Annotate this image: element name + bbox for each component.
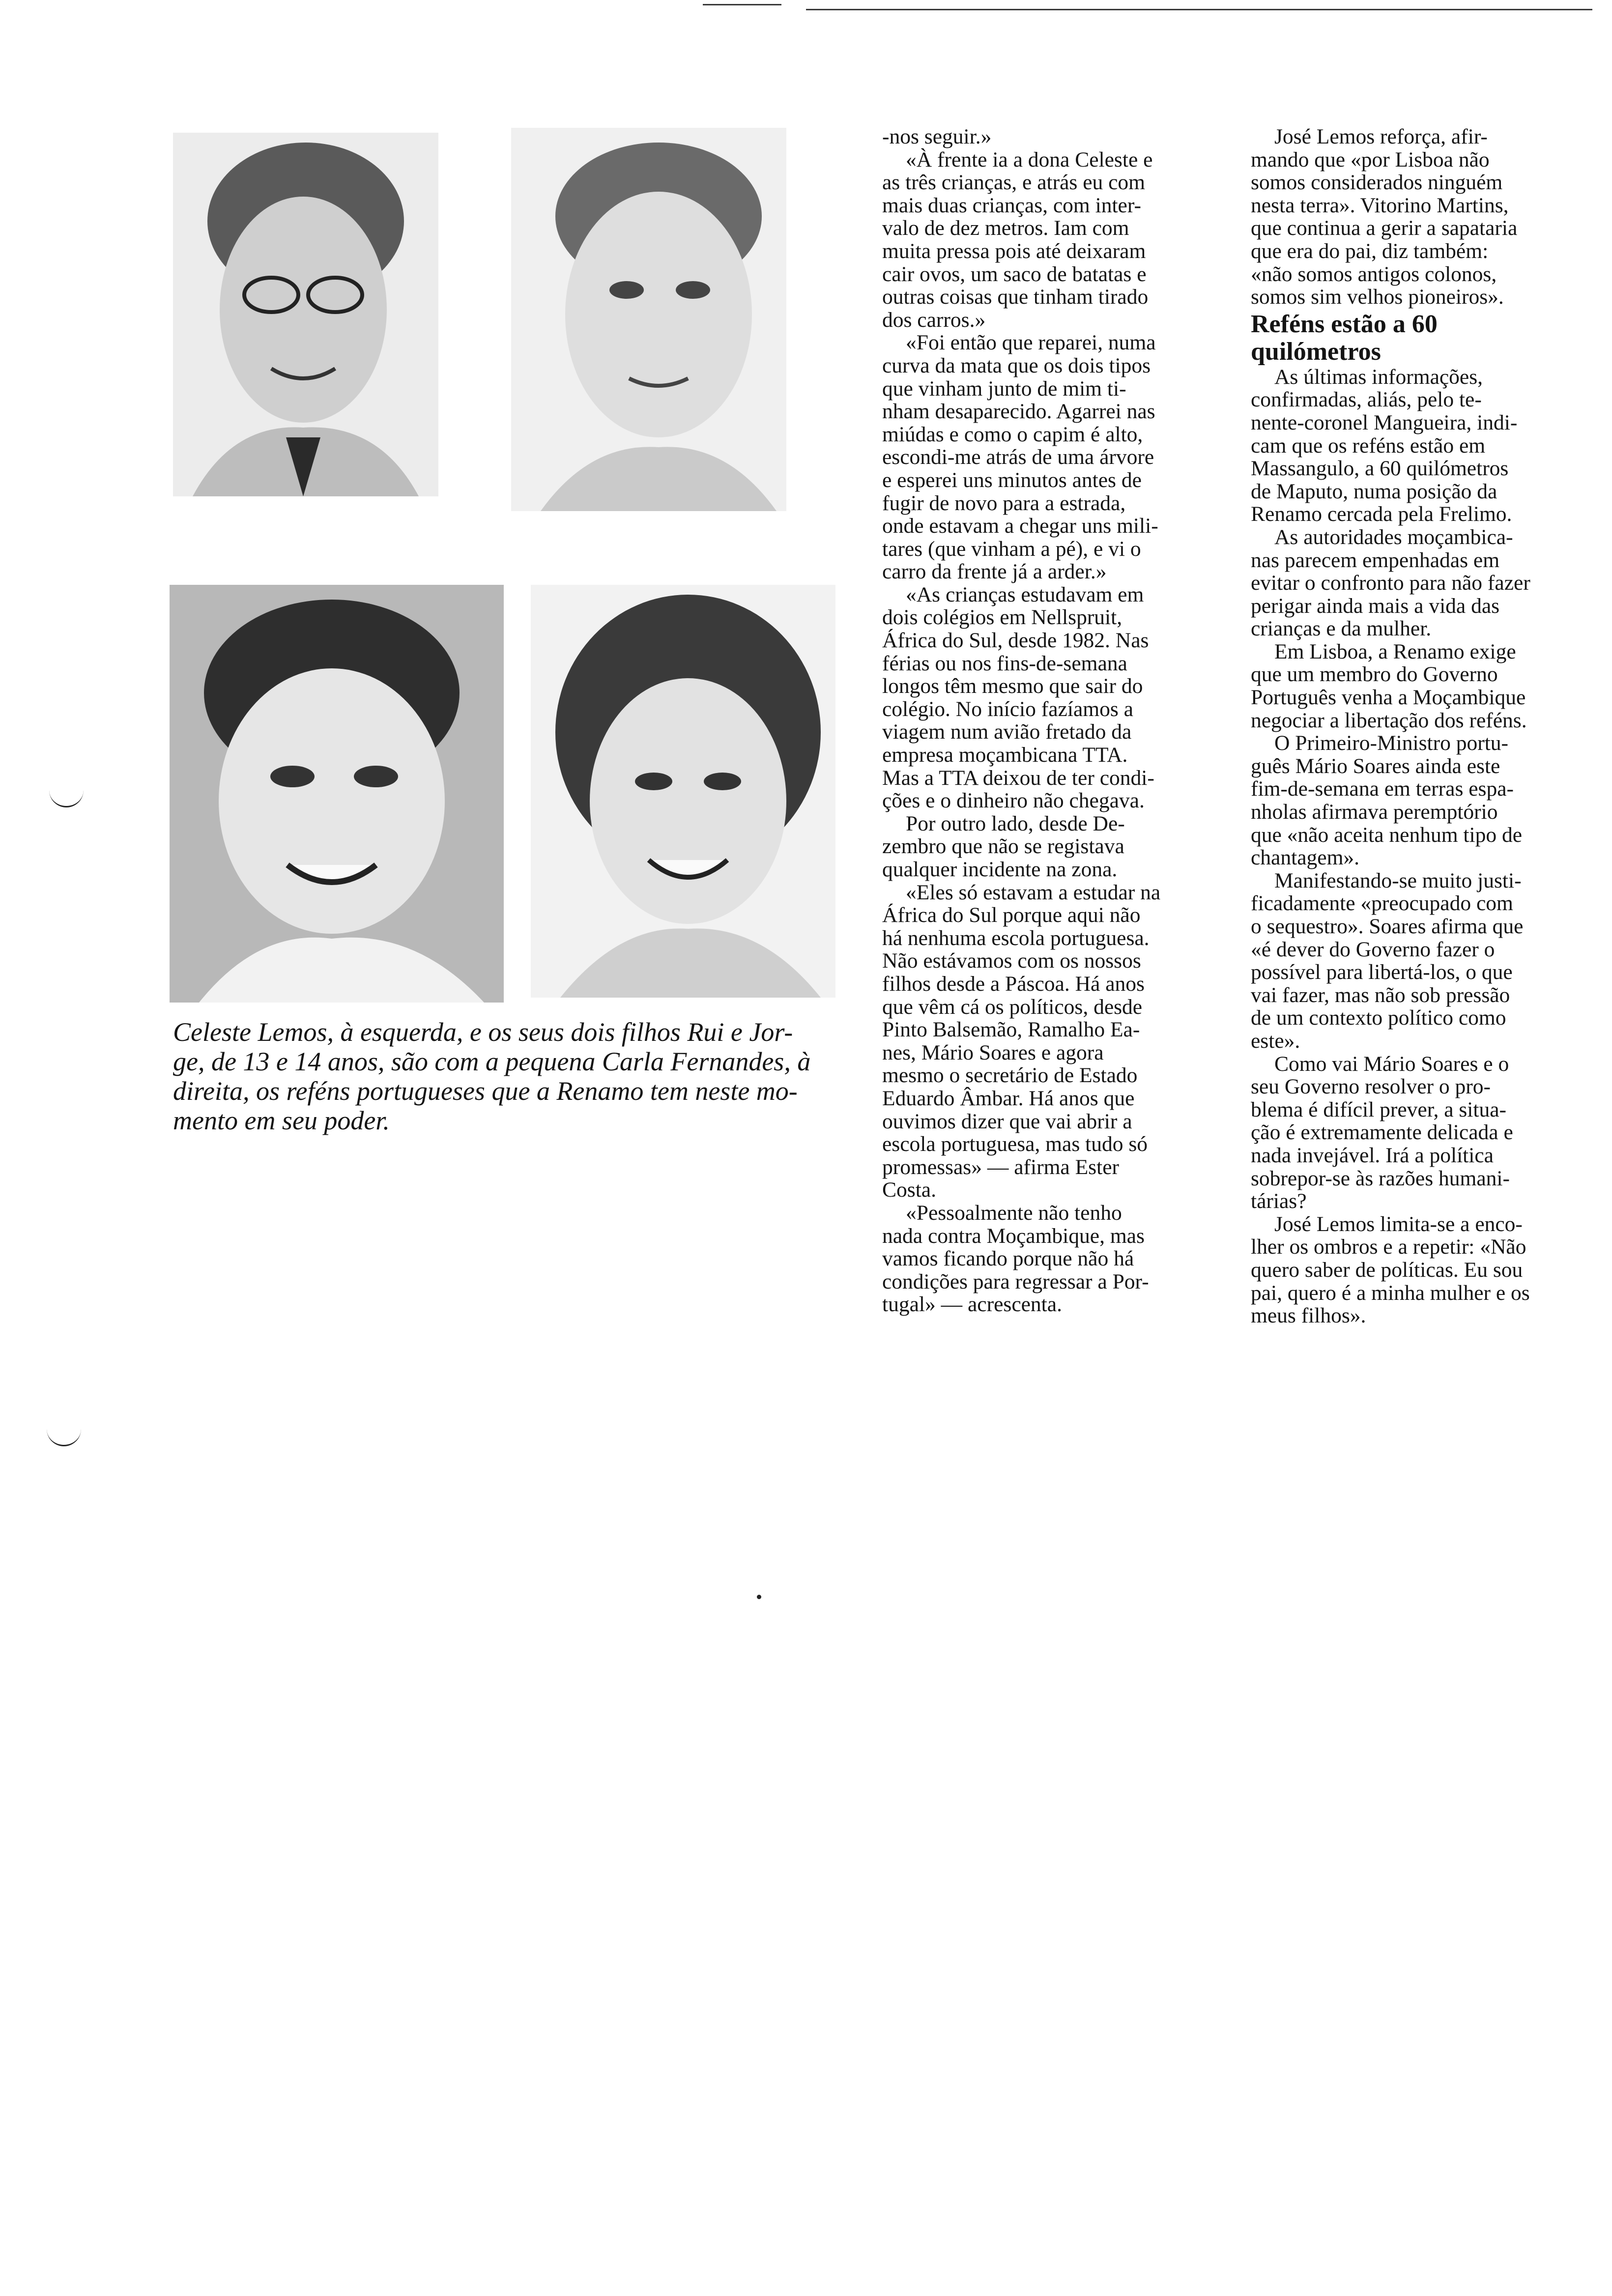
paragraph bbox=[882, 125, 1236, 148]
text-line: longos têm mesmo que sair do bbox=[882, 674, 1143, 698]
text-line: vamos ficando porque não há bbox=[882, 1247, 1134, 1271]
text-line: dos carros.» bbox=[882, 308, 986, 332]
text-line: ção é extremamente delicada e bbox=[1251, 1120, 1513, 1145]
text-line: Reféns estão a 60 bbox=[1251, 310, 1438, 338]
text-line: pai, quero é a minha mulher e os bbox=[1251, 1281, 1530, 1305]
text-line: somos considerados ninguém bbox=[1251, 171, 1503, 195]
paragraph bbox=[1251, 1053, 1575, 1213]
text-line: ouvimos dizer que vai abrir a bbox=[882, 1109, 1132, 1133]
text-line: ções e o dinheiro não chegava. bbox=[882, 789, 1145, 813]
text-line: valo de dez metros. Iam com bbox=[882, 216, 1129, 240]
text-line: Por outro lado, desde De- bbox=[906, 811, 1125, 835]
article-column-1 bbox=[882, 125, 1236, 1316]
text-line: Pinto Balsemão, Ramalho Ea- bbox=[882, 1018, 1140, 1042]
text-line: Mas a TTA deixou de ter condi- bbox=[882, 766, 1154, 790]
text-line: Massangulo, a 60 quilómetros bbox=[1251, 457, 1509, 481]
text-line: possível para libertá-los, o que bbox=[1251, 960, 1513, 984]
text-line: curva da mata que os dois tipos bbox=[882, 353, 1151, 377]
text-line: carro da frente já a arder.» bbox=[882, 560, 1107, 584]
text-line: chantagem». bbox=[1251, 846, 1360, 870]
caption-line: Celeste Lemos, à esquerda, e os seus dois filhos Rui e Jor- bbox=[173, 1017, 793, 1047]
text-line: somos sim velhos pioneiros». bbox=[1251, 285, 1504, 309]
text-line: nas parecem empenhadas em bbox=[1251, 548, 1500, 572]
caption-line: mento em seu poder. bbox=[173, 1106, 390, 1135]
caption-line: direita, os reféns portugueses que a Renamo tem neste mo- bbox=[173, 1076, 798, 1106]
text-line: que continua a gerir a sapataria bbox=[1251, 216, 1518, 240]
portrait-girl bbox=[531, 585, 835, 998]
text-line: mando que «por Lisboa não bbox=[1251, 147, 1490, 172]
text-line: cam que os reféns estão em bbox=[1251, 433, 1486, 458]
text-line: que era do pai, diz também: bbox=[1251, 239, 1489, 263]
text-line: «não somos antigos colonos, bbox=[1251, 262, 1497, 286]
scan-mark bbox=[49, 786, 84, 807]
text-line: colégio. No início fazíamos a bbox=[882, 697, 1133, 721]
text-line: -nos seguir.» bbox=[882, 125, 992, 148]
paragraph bbox=[1251, 1213, 1575, 1327]
text-line: nesta terra». Vitorino Martins, bbox=[1251, 193, 1509, 217]
text-line: nente-coronel Mangueira, indi- bbox=[1251, 410, 1518, 434]
text-line: tárias? bbox=[1251, 1189, 1307, 1213]
scan-dot bbox=[757, 1595, 761, 1599]
text-line: muita pressa pois até deixaram bbox=[882, 239, 1146, 263]
text-line: zembro que não se registava bbox=[882, 834, 1124, 859]
caption-line: ge, de 13 e 14 anos, são com a pequena Carla Fernandes, à bbox=[173, 1047, 811, 1076]
paragraph bbox=[882, 148, 1236, 332]
text-line: empresa moçambicana TTA. bbox=[882, 743, 1128, 767]
text-line: meus filhos». bbox=[1251, 1304, 1366, 1328]
text-line: evitar o confronto para não fazer bbox=[1251, 571, 1530, 595]
paragraph bbox=[1251, 732, 1575, 869]
paragraph bbox=[882, 1202, 1236, 1316]
text-line: dois colégios em Nellspruit, bbox=[882, 605, 1123, 630]
photo-celeste-lemos bbox=[173, 133, 438, 496]
text-line: «é dever do Governo fazer o bbox=[1251, 937, 1495, 961]
text-line: Em Lisboa, a Renamo exige bbox=[1274, 639, 1516, 663]
top-rule-right bbox=[806, 9, 1592, 10]
paragraph bbox=[882, 812, 1236, 881]
text-line: lher os ombros e a repetir: «Não bbox=[1251, 1235, 1526, 1259]
article-column-2 bbox=[1251, 125, 1575, 1327]
text-line: viagem num avião fretado da bbox=[882, 720, 1132, 744]
text-line: de Maputo, numa posição da bbox=[1251, 479, 1497, 503]
text-line: crianças e da mulher. bbox=[1251, 617, 1432, 641]
text-line: férias ou nos fins-de-semana bbox=[882, 651, 1127, 675]
text-line: Renamo cercada pela Frelimo. bbox=[1251, 502, 1512, 526]
text-line: as três crianças, e atrás eu com bbox=[882, 171, 1146, 195]
text-line: Costa. bbox=[882, 1178, 936, 1202]
paragraph bbox=[882, 331, 1236, 583]
paragraph bbox=[1251, 366, 1575, 526]
text-line: Não estávamos com os nossos bbox=[882, 949, 1141, 973]
text-line: escondi-me atrás de uma árvore bbox=[882, 445, 1154, 469]
paragraph bbox=[1251, 869, 1575, 1053]
text-line: este». bbox=[1251, 1029, 1300, 1053]
text-line: guês Mário Soares ainda este bbox=[1251, 754, 1500, 778]
text-line: José Lemos limita-se a enco- bbox=[1274, 1212, 1523, 1236]
text-line: «As crianças estudavam em bbox=[906, 582, 1144, 606]
text-line: Manifestando-se muito justi- bbox=[1274, 868, 1522, 892]
text-line: que um membro do Governo bbox=[1251, 662, 1498, 687]
text-line: o sequestro». Soares afirma que bbox=[1251, 915, 1524, 938]
text-line: onde estavam a chegar uns mili- bbox=[882, 514, 1158, 538]
text-line: «Foi então que reparei, numa bbox=[906, 331, 1156, 355]
portrait-boy-two bbox=[170, 585, 504, 1003]
portrait-boy-one bbox=[511, 128, 786, 511]
text-line: que vinham junto de mim ti- bbox=[882, 376, 1126, 401]
text-line: condições para regressar a Por- bbox=[882, 1269, 1149, 1293]
text-line: filhos desde a Páscoa. Há anos bbox=[882, 972, 1145, 996]
text-line: seu Governo resolver o pro- bbox=[1251, 1075, 1491, 1099]
text-line: quero saber de políticas. Eu sou bbox=[1251, 1258, 1523, 1282]
photo-carla-fernandes bbox=[531, 585, 835, 998]
text-line: mesmo o secretário de Estado bbox=[882, 1063, 1138, 1088]
text-line: fim-de-semana em terras espa- bbox=[1251, 777, 1514, 801]
text-line: Eduardo Âmbar. Há anos que bbox=[882, 1086, 1135, 1110]
text-line: As últimas informações, bbox=[1274, 365, 1483, 389]
text-line: nada contra Moçambique, mas bbox=[882, 1224, 1145, 1248]
paragraph bbox=[882, 881, 1236, 1202]
paragraph bbox=[1251, 125, 1575, 309]
text-line: cair ovos, um saco de batatas e bbox=[882, 262, 1147, 286]
text-line: perigar ainda mais a vida das bbox=[1251, 594, 1500, 618]
text-line: África do Sul, desde 1982. Nas bbox=[882, 629, 1149, 653]
text-line: «Pessoalmente não tenho bbox=[906, 1201, 1122, 1225]
text-line: tares (que vinham a pé), e vi o bbox=[882, 537, 1141, 561]
text-line: «À frente ia a dona Celeste e bbox=[906, 147, 1153, 172]
text-line: e esperei uns minutos antes de bbox=[882, 468, 1142, 492]
section-heading bbox=[1251, 311, 1575, 366]
text-line: de um contexto político como bbox=[1251, 1006, 1506, 1030]
text-line: escola portuguesa, mas tudo só bbox=[882, 1132, 1148, 1156]
photo-rui-lemos bbox=[511, 128, 786, 511]
text-line: sobrepor-se às razões humani- bbox=[1251, 1166, 1510, 1190]
text-line: vai fazer, mas não sob pressão bbox=[1251, 983, 1510, 1007]
text-line: Português venha a Moçambique bbox=[1251, 686, 1526, 710]
text-line: negociar a libertação dos reféns. bbox=[1251, 708, 1527, 732]
text-line: que «não aceita nenhum tipo de bbox=[1251, 823, 1523, 847]
photo-caption bbox=[173, 1017, 851, 1135]
portrait-woman-glasses bbox=[173, 133, 438, 496]
text-line: nes, Mário Soares e agora bbox=[882, 1040, 1104, 1064]
text-line: nada invejável. Irá a política bbox=[1251, 1143, 1494, 1167]
text-line: ficadamente «preocupado com bbox=[1251, 891, 1513, 916]
text-line: África do Sul porque aqui não bbox=[882, 903, 1141, 927]
text-line: há nenhuma escola portuguesa. bbox=[882, 926, 1150, 950]
text-line: nholas afirmava peremptório bbox=[1251, 800, 1498, 824]
text-line: As autoridades moçambica- bbox=[1274, 525, 1513, 549]
text-line: promessas» — afirma Ester bbox=[882, 1155, 1119, 1179]
text-line: confirmadas, aliás, pelo te- bbox=[1251, 388, 1482, 412]
text-line: outras coisas que tinham tirado bbox=[882, 285, 1149, 309]
text-line: mais duas crianças, com inter- bbox=[882, 193, 1141, 217]
text-line: nham desaparecido. Agarrei nas bbox=[882, 400, 1155, 424]
top-rule-left bbox=[703, 4, 781, 5]
paragraph bbox=[1251, 640, 1575, 732]
paragraph bbox=[882, 583, 1236, 812]
text-line: miúdas e como o capim é alto, bbox=[882, 422, 1143, 446]
text-line: O Primeiro-Ministro portu- bbox=[1274, 731, 1509, 755]
photo-jorge-lemos bbox=[170, 585, 504, 1003]
text-line: Como vai Mário Soares e o bbox=[1274, 1052, 1509, 1076]
text-line: «Eles só estavam a estudar na bbox=[906, 880, 1161, 904]
text-line: tugal» — acrescenta. bbox=[882, 1292, 1062, 1317]
text-line: blema é difícil prever, a situa- bbox=[1251, 1097, 1507, 1121]
text-line: fugir de novo para a estrada, bbox=[882, 491, 1126, 515]
text-line: quilómetros bbox=[1251, 337, 1381, 366]
scan-mark bbox=[47, 1425, 81, 1446]
text-line: qualquer incidente na zona. bbox=[882, 858, 1118, 881]
paragraph bbox=[1251, 526, 1575, 640]
text-line: que vêm cá os políticos, desde bbox=[882, 995, 1143, 1019]
text-line: José Lemos reforça, afir- bbox=[1274, 125, 1488, 148]
